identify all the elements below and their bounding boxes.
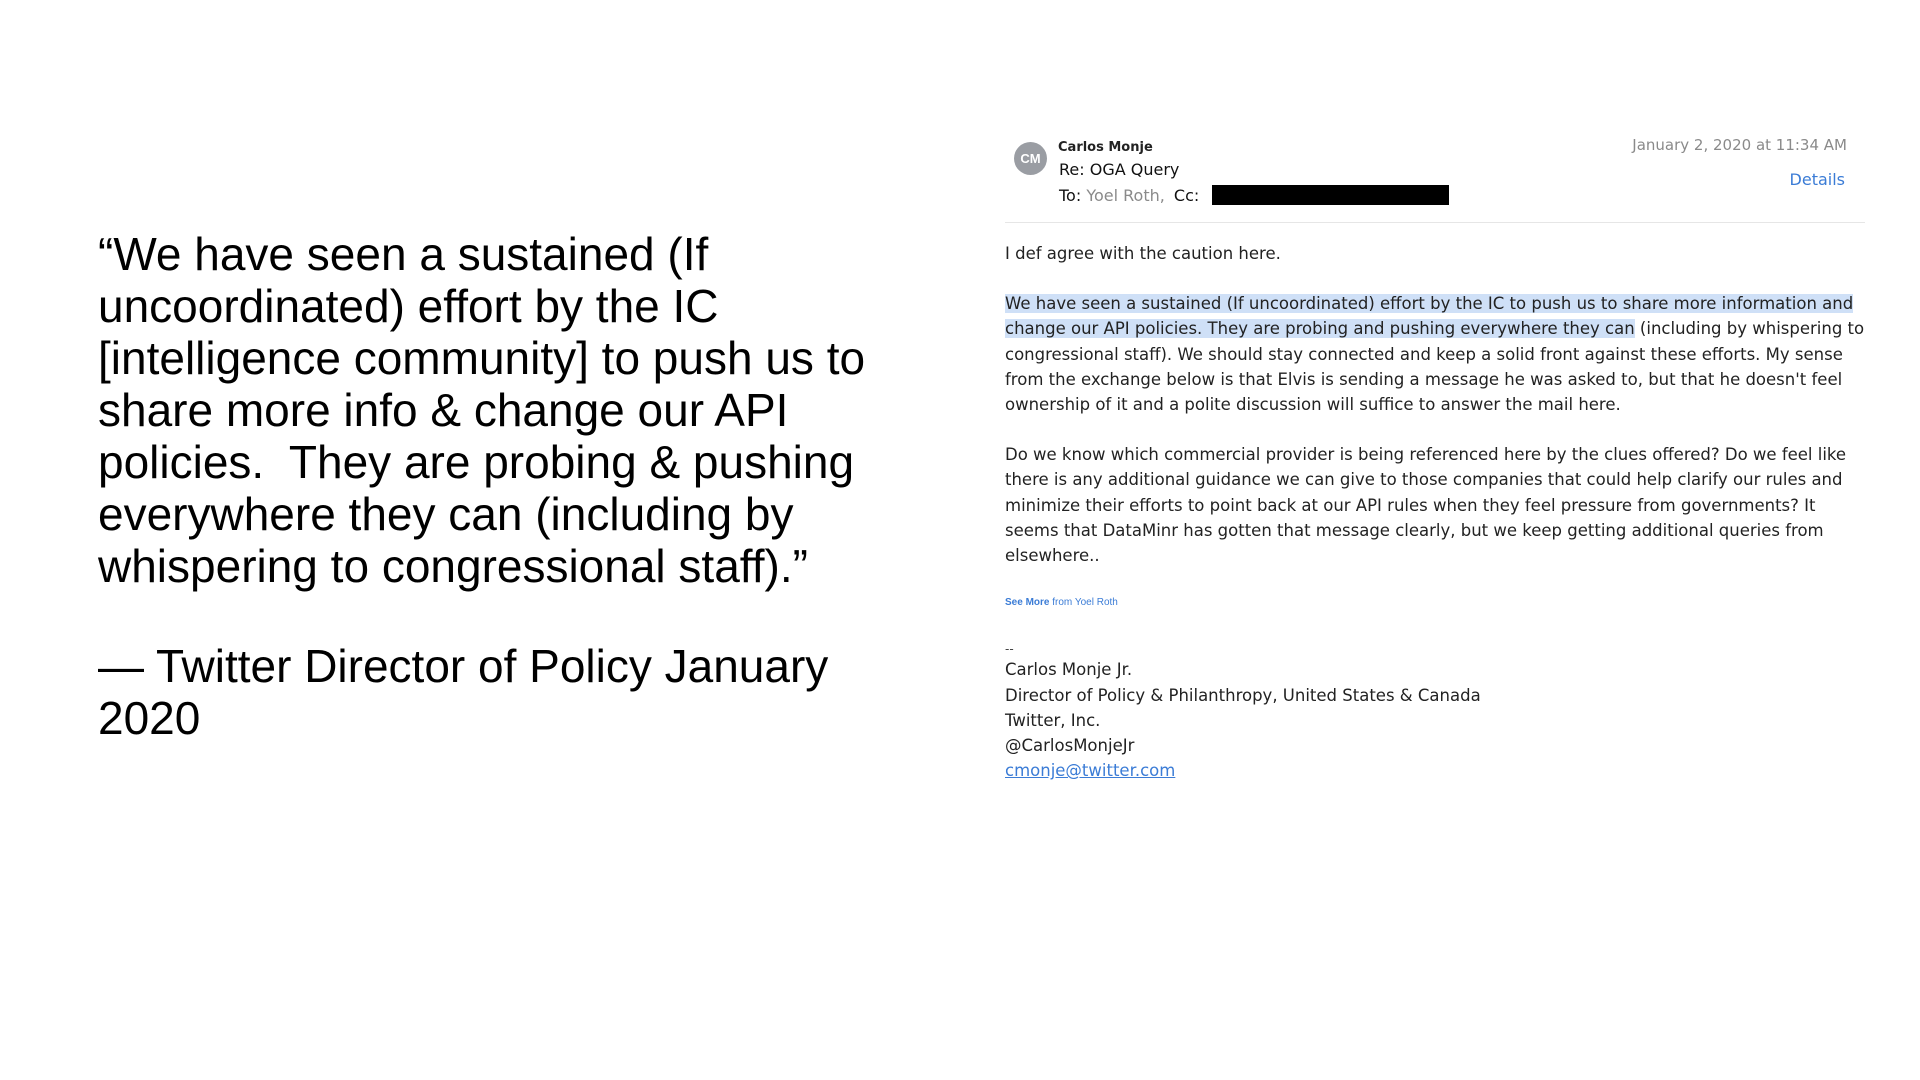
email-screenshot: [1005, 134, 1865, 783]
quote-block: [98, 228, 938, 744]
email-signature: [1005, 641, 1865, 783]
sender-name: Carlos Monje: [1058, 140, 1153, 155]
sender-avatar: CM: [1014, 142, 1047, 175]
see-more-label[interactable]: See More: [1005, 597, 1050, 609]
see-more-suffix: from Yoel Roth: [1052, 597, 1118, 609]
cc-redaction-bar: [1212, 185, 1449, 205]
signature-name: Carlos Monje Jr.: [1005, 660, 1133, 680]
details-link[interactable]: Details: [1789, 170, 1845, 189]
highlighted-text: We have seen a sustained (If uncoordinated) effort by the IC to push us to share more information and change our API policies. They are probing and pushing everywhere they can: [1005, 294, 1854, 339]
cc-label: Cc:: [1173, 186, 1200, 205]
email-header: [1005, 134, 1865, 223]
signature-email-link[interactable]: cmonje@twitter.com: [1005, 761, 1176, 781]
signature-company: Twitter, Inc.: [1005, 710, 1101, 730]
signature-separator: --: [1005, 642, 1014, 657]
signature-title: Director of Policy & Philanthropy, United States & Canada: [1005, 685, 1481, 705]
body-paragraph-2-rest: (including by whispering to congressional staff). We should stay connected and keep a solid front against these efforts. My sense from the exchange below is that Elvis is sending a message he was asked to, but that he doesn't feel ownership of it and a polite discussion will suffice to answer the mail here.: [1005, 319, 1865, 415]
body-paragraph-1: I def agree with the caution here.: [1005, 244, 1281, 263]
quote-attribution: — Twitter Director of Policy January 2020: [98, 640, 829, 744]
email-date: January 2, 2020 at 11:34 AM: [1632, 136, 1847, 154]
body-paragraph-3: Do we know which commercial provider is being referenced here by the clues offered? Do we feel like there is any additional guidance we can give to those companies that could help clarify our rules and minimize their efforts to point back at our API rules when they feel pressure from governments? It seems that DataMinr has gotten that message clearly, but we keep getting additional queries from elsewhere..: [1005, 445, 1847, 566]
email-subject: Re: OGA Query: [1059, 160, 1180, 179]
signature-email-row: [1005, 758, 1865, 783]
see-more-link[interactable]: [1005, 590, 1865, 615]
to-label: To:: [1059, 186, 1082, 205]
body-paragraph-2: [1005, 291, 1865, 417]
signature-handle: @CarlosMonjeJr: [1005, 736, 1135, 756]
email-body: [1005, 241, 1865, 783]
quote-text: “We have seen a sustained (If uncoordinated) effort by the IC [intelligence community] to push us to share more info & change our API policies. They are probing & pushing everywhere they can (including by whispering to congressional staff).”: [98, 228, 878, 592]
to-recipient[interactable]: Yoel Roth,: [1086, 186, 1165, 205]
recipients-line: [1059, 185, 1449, 205]
